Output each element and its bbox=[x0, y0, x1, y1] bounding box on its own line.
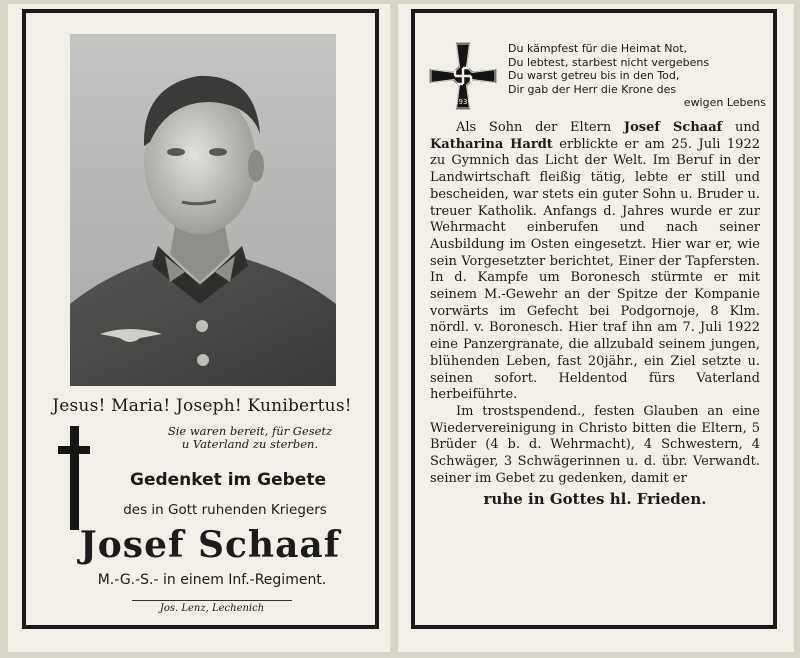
gedenket-heading: Gedenket im Gebete bbox=[129, 470, 326, 490]
poem-line-1: Du kämpfest für die Heimat Not, bbox=[508, 42, 688, 55]
verse-line-1: Sie waren bereit, für Gesetz bbox=[167, 424, 333, 438]
biography-paragraph-1 bbox=[430, 120, 760, 404]
verse-text bbox=[150, 425, 350, 451]
military-rank: M.-G.-S.- in einem Inf.-Regiment. bbox=[97, 572, 327, 588]
deceased-name: Josef Schaaf bbox=[79, 524, 341, 566]
poem-line-4: Dir gab der Herr die Krone des bbox=[508, 82, 677, 96]
soldier-portrait-photo bbox=[70, 34, 336, 386]
printer-credit: Jos. Lenz, Lechenich bbox=[132, 600, 292, 614]
verse-line-2: u Vaterland zu sterben. bbox=[181, 437, 319, 451]
memorial-poem bbox=[508, 42, 770, 110]
poem-line-2: Du lebtest, starbest nicht vergebens bbox=[508, 55, 710, 69]
bio-and: und bbox=[722, 120, 761, 135]
iron-cross-icon bbox=[425, 38, 501, 114]
bio-intro: Als Sohn der Eltern bbox=[456, 120, 624, 135]
iron-cross-year: 1939 bbox=[454, 98, 472, 106]
biography-text bbox=[430, 120, 760, 508]
closing-blessing: ruhe in Gottes hl. Frieden. bbox=[483, 490, 707, 509]
mother-name: Katharina Hardt bbox=[430, 136, 553, 152]
biography-paragraph-2: Im trostspendend., festen Glauben an eine Wiedervereinigung in Christo bitten die Eltern, 5 Brüder (4 b. d. Wehrmacht), 4 Schwestern, 4 Schwäger, 3 Schwägerinnen u. d. übr. Verwandt. seiner im Gebet zu gedenken, damit er bbox=[430, 403, 760, 486]
poem-line-5: ewigen Lebens bbox=[683, 96, 766, 109]
bio-body: erblickte er am 25. Juli 1922 zu Gymnich das Licht der Welt. Im Beruf in der Landwirtschaft fleißig tätig, lebte er still und bescheiden, war stets ein guter Sohn u. Bruder u. treuer Katholik. Anfangs d. Jahres wurde er zur Wehrmacht einberufen und nach seiner Ausbildung im Osten eingesetzt. Hier war er, wie sein Vorgesetzter berichtet, Einer der Tapfersten. In d. Kampfe um Boronesch stürmte er mit seinem M.-Gewehr an der Spitze der Kompanie vorwärts im Gefecht bei Podgornoje, 8 Klm. nördl. v. Boronesch. Hier traf ihn am 7. Juli 1922 eine Panzergranate, die allzubald seinem jungen, blühenden Leben, fast 20jähr., ein Ziel setzte u. seinen sofort. Heldentod fürs Vaterland herbeiführte. bbox=[430, 136, 760, 403]
ruhend-subheading: des in Gott ruhenden Kriegers bbox=[123, 502, 327, 518]
invocation-text: Jesus! Maria! Joseph! Kunibertus! bbox=[52, 396, 352, 416]
father-name: Josef Schaaf bbox=[623, 120, 723, 135]
poem-line-3: Du warst getreu bis in den Tod, bbox=[508, 69, 680, 82]
